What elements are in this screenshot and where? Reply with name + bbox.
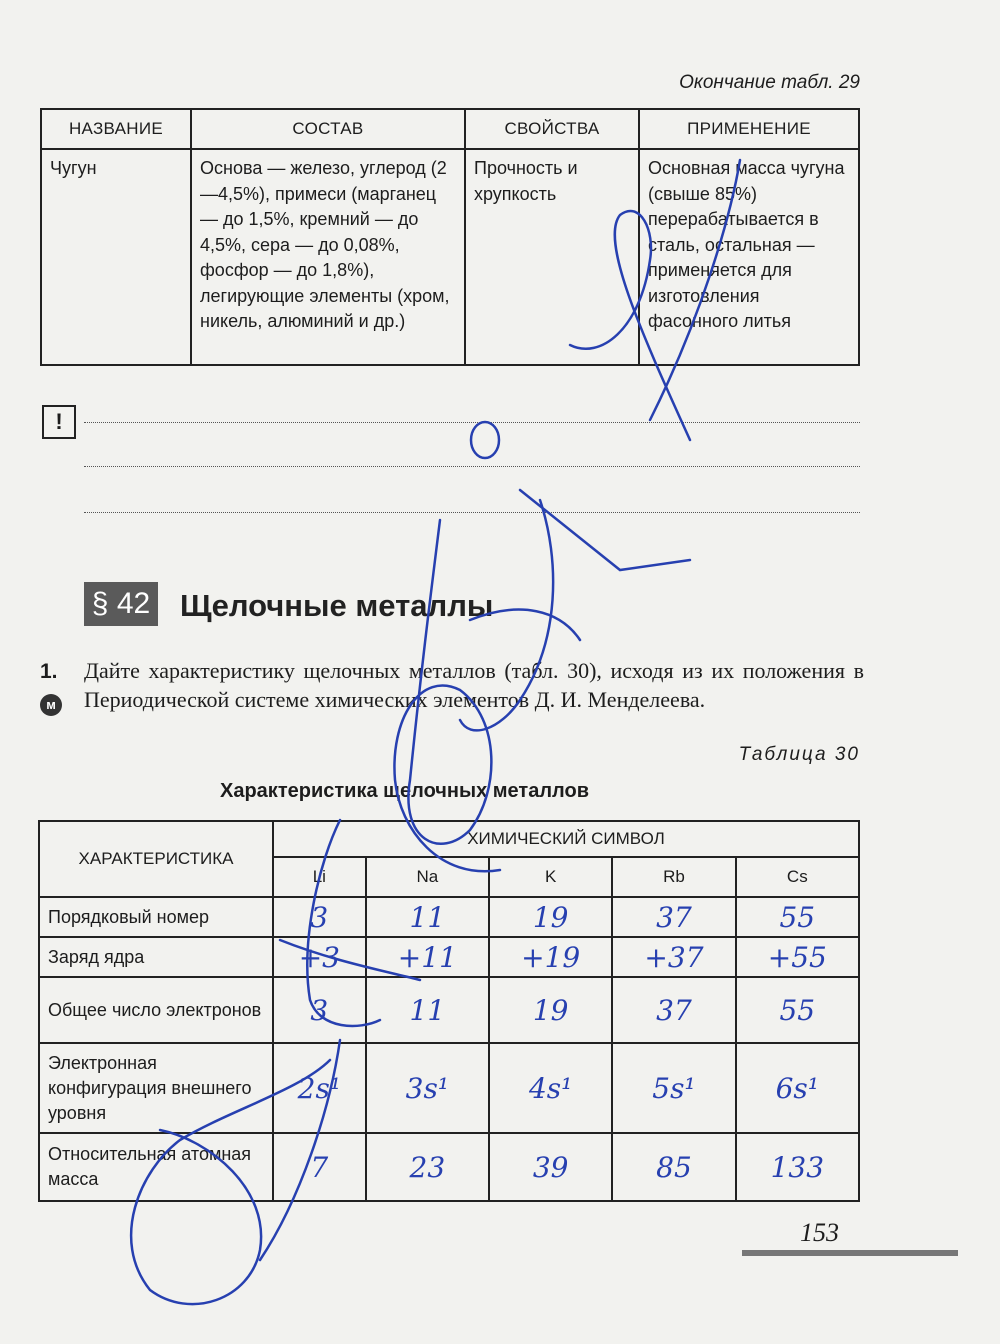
section-badge: § 42 bbox=[84, 582, 158, 626]
answer-cell[interactable]: 85 bbox=[612, 1133, 735, 1201]
answer-cell[interactable]: 4s¹ bbox=[489, 1043, 612, 1133]
t30-symbol-k: K bbox=[489, 857, 612, 897]
answer-cell[interactable]: 19 bbox=[489, 977, 612, 1043]
answer-cell[interactable]: 37 bbox=[612, 977, 735, 1043]
table-row bbox=[39, 937, 859, 977]
answer-cell[interactable]: 19 bbox=[489, 897, 612, 937]
answer-cell[interactable]: 55 bbox=[736, 897, 859, 937]
answer-cell[interactable]: 3 bbox=[273, 897, 366, 937]
answer-cell[interactable]: +37 bbox=[612, 937, 735, 977]
table30-title: Характеристика щелочных металлов bbox=[220, 780, 589, 802]
note-line[interactable] bbox=[84, 422, 860, 423]
t30-row-label: Порядковый номер bbox=[39, 897, 273, 937]
answer-cell[interactable]: 2s¹ bbox=[273, 1043, 366, 1133]
task-number: 1. bbox=[40, 660, 58, 683]
t29-cell-application: Основная масса чугуна (свыше 85%) перерабатывается в сталь, остальная — применяется для изготовления фасонного литья bbox=[639, 149, 859, 365]
section-title: Щелочные металлы bbox=[180, 588, 494, 623]
table-row bbox=[41, 149, 859, 365]
page-number-rule bbox=[742, 1250, 958, 1256]
t29-header-application: ПРИМЕНЕНИЕ bbox=[639, 109, 859, 149]
scribble-stroke bbox=[520, 490, 690, 570]
t30-symbol-li: Li bbox=[273, 857, 366, 897]
t30-row-label: Заряд ядра bbox=[39, 937, 273, 977]
answer-cell[interactable]: 11 bbox=[366, 897, 489, 937]
t29-cell-name: Чугун bbox=[41, 149, 191, 365]
table-row bbox=[39, 1133, 859, 1201]
answer-cell[interactable]: 55 bbox=[736, 977, 859, 1043]
t30-symbol-cs: Cs bbox=[736, 857, 859, 897]
table-row bbox=[39, 1043, 859, 1133]
answer-cell[interactable]: +11 bbox=[366, 937, 489, 977]
answer-cell[interactable]: 133 bbox=[736, 1133, 859, 1201]
note-line[interactable] bbox=[84, 512, 860, 513]
answer-cell[interactable]: 5s¹ bbox=[612, 1043, 735, 1133]
answer-cell[interactable]: 7 bbox=[273, 1133, 366, 1201]
t30-row-label: Общее число электронов bbox=[39, 977, 273, 1043]
answer-cell[interactable]: 3 bbox=[273, 977, 366, 1043]
task-text: Дайте характеристику щелочных металлов (табл. 30), исходя из их положения в Периодической системе химических элементов Д. И. Менделеева. bbox=[84, 658, 864, 712]
t30-header-characteristic: ХАРАКТЕРИСТИКА bbox=[39, 821, 273, 897]
t29-header-properties: СВОЙСТВА bbox=[465, 109, 639, 149]
table-row bbox=[39, 977, 859, 1043]
page-number: 153 bbox=[800, 1218, 839, 1247]
t30-header-symbol-group: ХИМИЧЕСКИЙ СИМВОЛ bbox=[273, 821, 859, 857]
t29-cell-composition: Основа — железо, углерод (2—4,5%), примеси (марганец — до 1,5%, кремний — до 4,5%, сера — до 0,08%, фосфор — до 1,8%), легирующие элементы (хром, никель, алюминий и др.) bbox=[191, 149, 465, 365]
answer-cell[interactable]: 39 bbox=[489, 1133, 612, 1201]
answer-cell[interactable]: +19 bbox=[489, 937, 612, 977]
t29-header-name: НАЗВАНИЕ bbox=[41, 109, 191, 149]
table-row bbox=[39, 897, 859, 937]
t30-symbol-rb: Rb bbox=[612, 857, 735, 897]
table29-caption: Окончание табл. 29 bbox=[679, 72, 860, 93]
table30-caption: Таблица 30 bbox=[738, 744, 860, 765]
scribble-stroke bbox=[471, 422, 499, 458]
answer-cell[interactable]: 23 bbox=[366, 1133, 489, 1201]
t30-row-label: Относительная атомная масса bbox=[39, 1133, 273, 1201]
answer-cell[interactable]: 6s¹ bbox=[736, 1043, 859, 1133]
note-line[interactable] bbox=[84, 466, 860, 467]
answer-cell[interactable]: +3 bbox=[273, 937, 366, 977]
answer-cell[interactable]: +55 bbox=[736, 937, 859, 977]
answer-cell[interactable]: 3s¹ bbox=[366, 1043, 489, 1133]
t29-header-composition: СОСТАВ bbox=[191, 109, 465, 149]
t30-row-label: Электронная конфигурация внешнего уровня bbox=[39, 1043, 273, 1133]
answer-cell[interactable]: 11 bbox=[366, 977, 489, 1043]
task-type-icon: м bbox=[40, 694, 62, 716]
t29-cell-properties: Прочность и хрупкость bbox=[465, 149, 639, 365]
table-29 bbox=[40, 108, 860, 366]
table-30 bbox=[38, 820, 860, 1202]
exclamation-icon: ! bbox=[42, 405, 76, 439]
answer-cell[interactable]: 37 bbox=[612, 897, 735, 937]
t30-symbol-na: Na bbox=[366, 857, 489, 897]
